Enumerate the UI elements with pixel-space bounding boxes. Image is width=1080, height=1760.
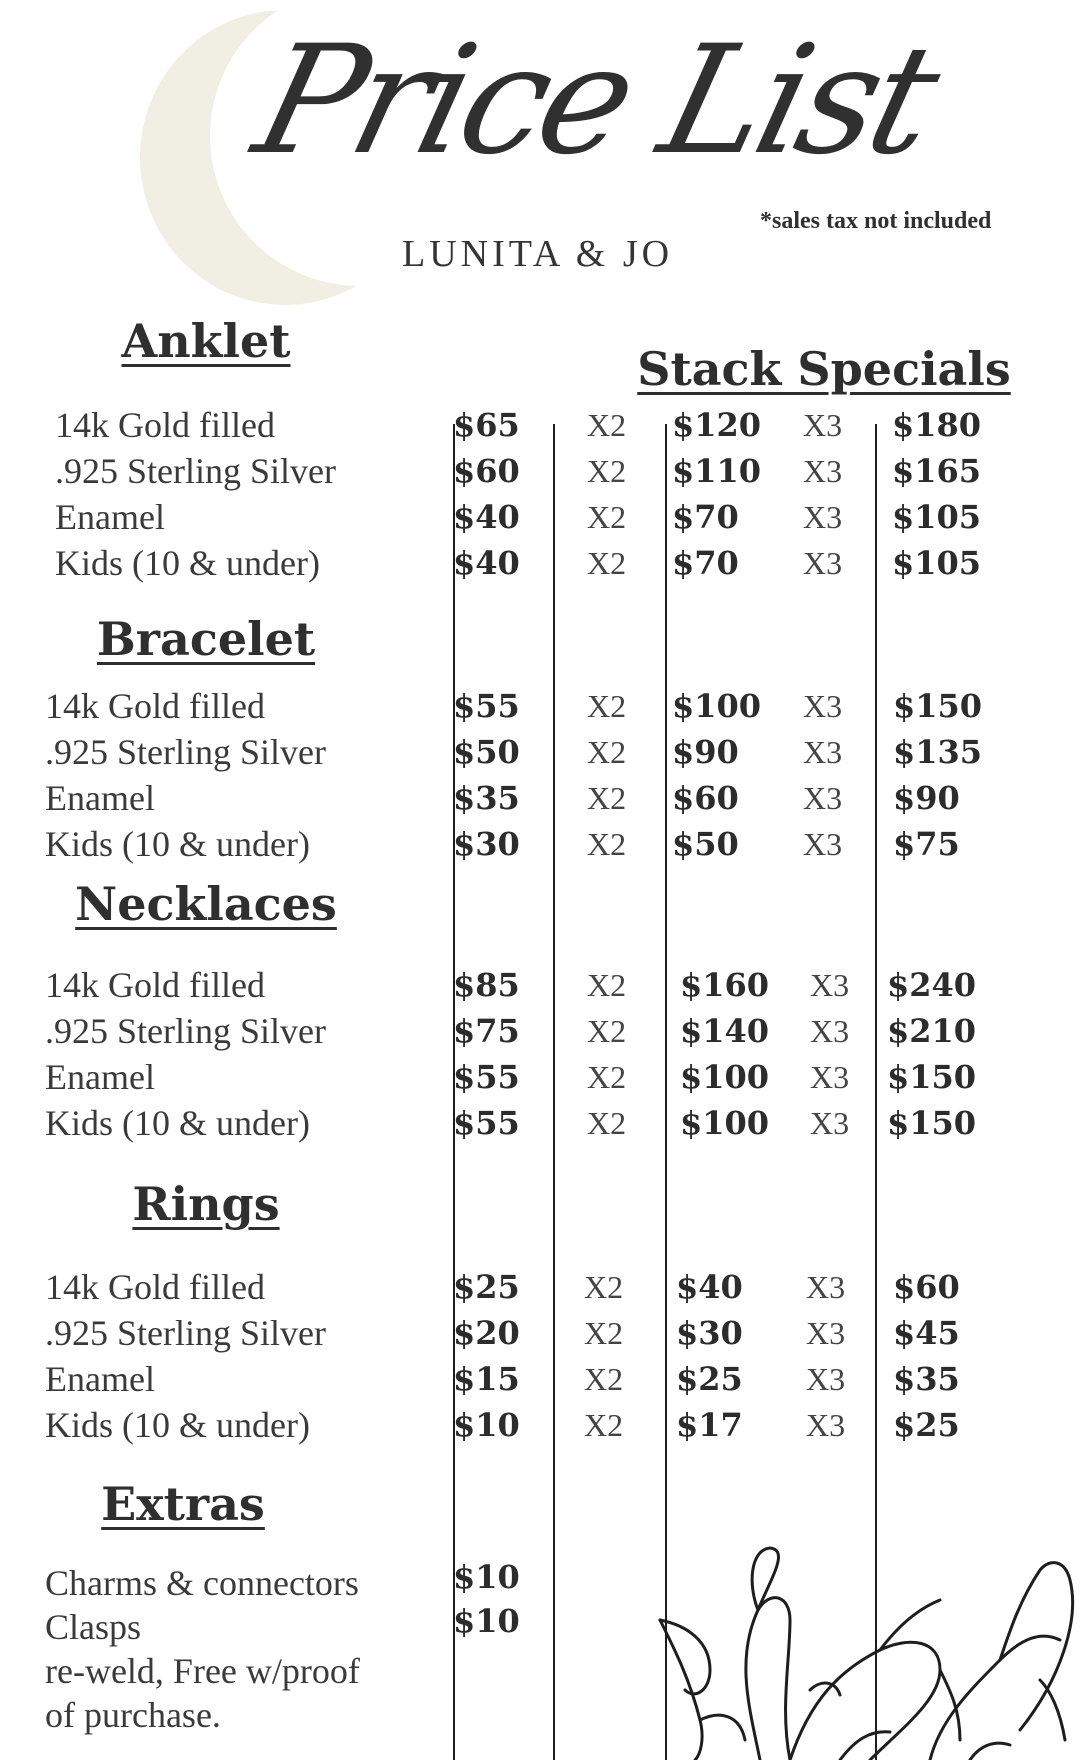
multiplier-x2: X2 [584, 1315, 624, 1351]
item-label: Kids (10 & under) [55, 543, 320, 583]
stack-price-x2: $100 [672, 687, 762, 725]
multiplier-x2: X2 [584, 1407, 624, 1443]
item-price: $60 [453, 452, 520, 490]
item-label: .925 Sterling Silver [45, 1313, 326, 1353]
multiplier-x3: X3 [810, 1059, 850, 1095]
multiplier-x3: X3 [803, 453, 843, 489]
multiplier-x3: X3 [810, 967, 850, 1003]
multiplier-x3: X3 [803, 734, 843, 770]
multiplier-x3: X3 [810, 1013, 850, 1049]
section-heading-extras: Extras [101, 1477, 265, 1531]
stack-price-x3: $150 [887, 1104, 977, 1142]
multiplier-x3: X3 [806, 1407, 846, 1443]
multiplier-x2: X2 [587, 545, 627, 581]
multiplier-x3: X3 [803, 780, 843, 816]
multiplier-x2: X2 [587, 688, 627, 724]
stack-price-x2: $50 [672, 825, 739, 863]
multiplier-x2: X2 [587, 734, 627, 770]
stack-price-x2: $100 [680, 1058, 770, 1096]
item-price: $15 [453, 1360, 520, 1398]
item-label: .925 Sterling Silver [45, 1011, 326, 1051]
multiplier-x2: X2 [584, 1269, 624, 1305]
stack-price-x2: $160 [680, 966, 770, 1004]
item-price: $55 [453, 687, 520, 725]
item-price: $10 [453, 1406, 520, 1444]
stack-price-x3: $180 [892, 406, 982, 444]
stack-price-x2: $40 [676, 1268, 743, 1306]
item-label: Enamel [45, 778, 155, 818]
stack-price-x3: $105 [892, 498, 982, 536]
section-heading-necklaces: Necklaces [75, 877, 337, 931]
multiplier-x2: X2 [587, 967, 627, 1003]
item-price: $40 [453, 498, 520, 536]
extras-item-label: re-weld, Free w/proof [45, 1651, 360, 1691]
item-price: $50 [453, 733, 520, 771]
item-price: $55 [453, 1058, 520, 1096]
section-heading-rings: Rings [132, 1177, 280, 1231]
multiplier-x3: X3 [810, 1105, 850, 1141]
item-label: 14k Gold filled [55, 405, 275, 445]
stack-price-x2: $25 [676, 1360, 743, 1398]
extras-item-label: Charms & connectors [45, 1563, 359, 1603]
stack-price-x2: $70 [672, 544, 739, 582]
lily-flower-icon [640, 1540, 1080, 1760]
item-label: .925 Sterling Silver [45, 732, 326, 772]
stack-price-x3: $60 [893, 1268, 960, 1306]
multiplier-x3: X3 [803, 407, 843, 443]
item-price: $20 [453, 1314, 520, 1352]
multiplier-x3: X3 [803, 826, 843, 862]
section-heading-bracelet: Bracelet [96, 612, 316, 666]
multiplier-x2: X2 [587, 1105, 627, 1141]
stack-price-x3: $75 [893, 825, 960, 863]
stack-price-x3: $35 [893, 1360, 960, 1398]
item-label: 14k Gold filled [45, 686, 265, 726]
item-label: Enamel [45, 1359, 155, 1399]
stack-price-x3: $90 [893, 779, 960, 817]
multiplier-x2: X2 [587, 826, 627, 862]
stack-price-x2: $110 [672, 452, 762, 490]
multiplier-x3: X3 [803, 688, 843, 724]
page-title: Price List [240, 14, 950, 188]
multiplier-x2: X2 [587, 499, 627, 535]
item-price: $25 [453, 1268, 520, 1306]
item-price: $65 [453, 406, 520, 444]
item-price: $40 [453, 544, 520, 582]
stack-price-x2: $17 [676, 1406, 743, 1444]
extras-item-label: of purchase. [45, 1695, 221, 1735]
stack-price-x2: $70 [672, 498, 739, 536]
stack-price-x3: $150 [893, 687, 983, 725]
extras-item-price: $10 [453, 1602, 520, 1640]
item-label: Kids (10 & under) [45, 1103, 310, 1143]
multiplier-x2: X2 [584, 1361, 624, 1397]
tax-note: *sales tax not included [760, 208, 992, 234]
multiplier-x3: X3 [806, 1315, 846, 1351]
item-label: Kids (10 & under) [45, 1405, 310, 1445]
item-price: $35 [453, 779, 520, 817]
multiplier-x3: X3 [806, 1269, 846, 1305]
item-price: $55 [453, 1104, 520, 1142]
stack-price-x2: $100 [680, 1104, 770, 1142]
rule-x2 [553, 424, 555, 1760]
item-label: Enamel [55, 497, 165, 537]
stack-price-x2: $120 [672, 406, 762, 444]
stack-price-x2: $30 [676, 1314, 743, 1352]
stack-price-x2: $140 [680, 1012, 770, 1050]
section-heading-anklet: Anklet [121, 314, 291, 368]
multiplier-x2: X2 [587, 1059, 627, 1095]
stack-price-x3: $210 [887, 1012, 977, 1050]
stack-price-x3: $25 [893, 1406, 960, 1444]
multiplier-x2: X2 [587, 453, 627, 489]
multiplier-x2: X2 [587, 780, 627, 816]
multiplier-x3: X3 [806, 1361, 846, 1397]
item-price: $75 [453, 1012, 520, 1050]
stack-price-x3: $135 [893, 733, 983, 771]
stack-price-x2: $60 [672, 779, 739, 817]
brand-name: LUNITA & JO [402, 233, 674, 275]
extras-item-price: $10 [453, 1558, 520, 1596]
stack-price-x3: $240 [887, 966, 977, 1004]
item-label: Kids (10 & under) [45, 824, 310, 864]
stack-price-x3: $105 [892, 544, 982, 582]
extras-item-label: Clasps [45, 1607, 142, 1647]
multiplier-x3: X3 [803, 499, 843, 535]
stack-specials-heading: Stack Specials [637, 342, 1011, 396]
stack-price-x3: $150 [887, 1058, 977, 1096]
item-label: 14k Gold filled [45, 1267, 265, 1307]
multiplier-x2: X2 [587, 407, 627, 443]
item-label: Enamel [45, 1057, 155, 1097]
stack-price-x2: $90 [672, 733, 739, 771]
stack-price-x3: $45 [893, 1314, 960, 1352]
item-label: .925 Sterling Silver [55, 451, 336, 491]
stack-price-x3: $165 [892, 452, 982, 490]
multiplier-x3: X3 [803, 545, 843, 581]
item-price: $85 [453, 966, 520, 1004]
multiplier-x2: X2 [587, 1013, 627, 1049]
item-price: $30 [453, 825, 520, 863]
item-label: 14k Gold filled [45, 965, 265, 1005]
